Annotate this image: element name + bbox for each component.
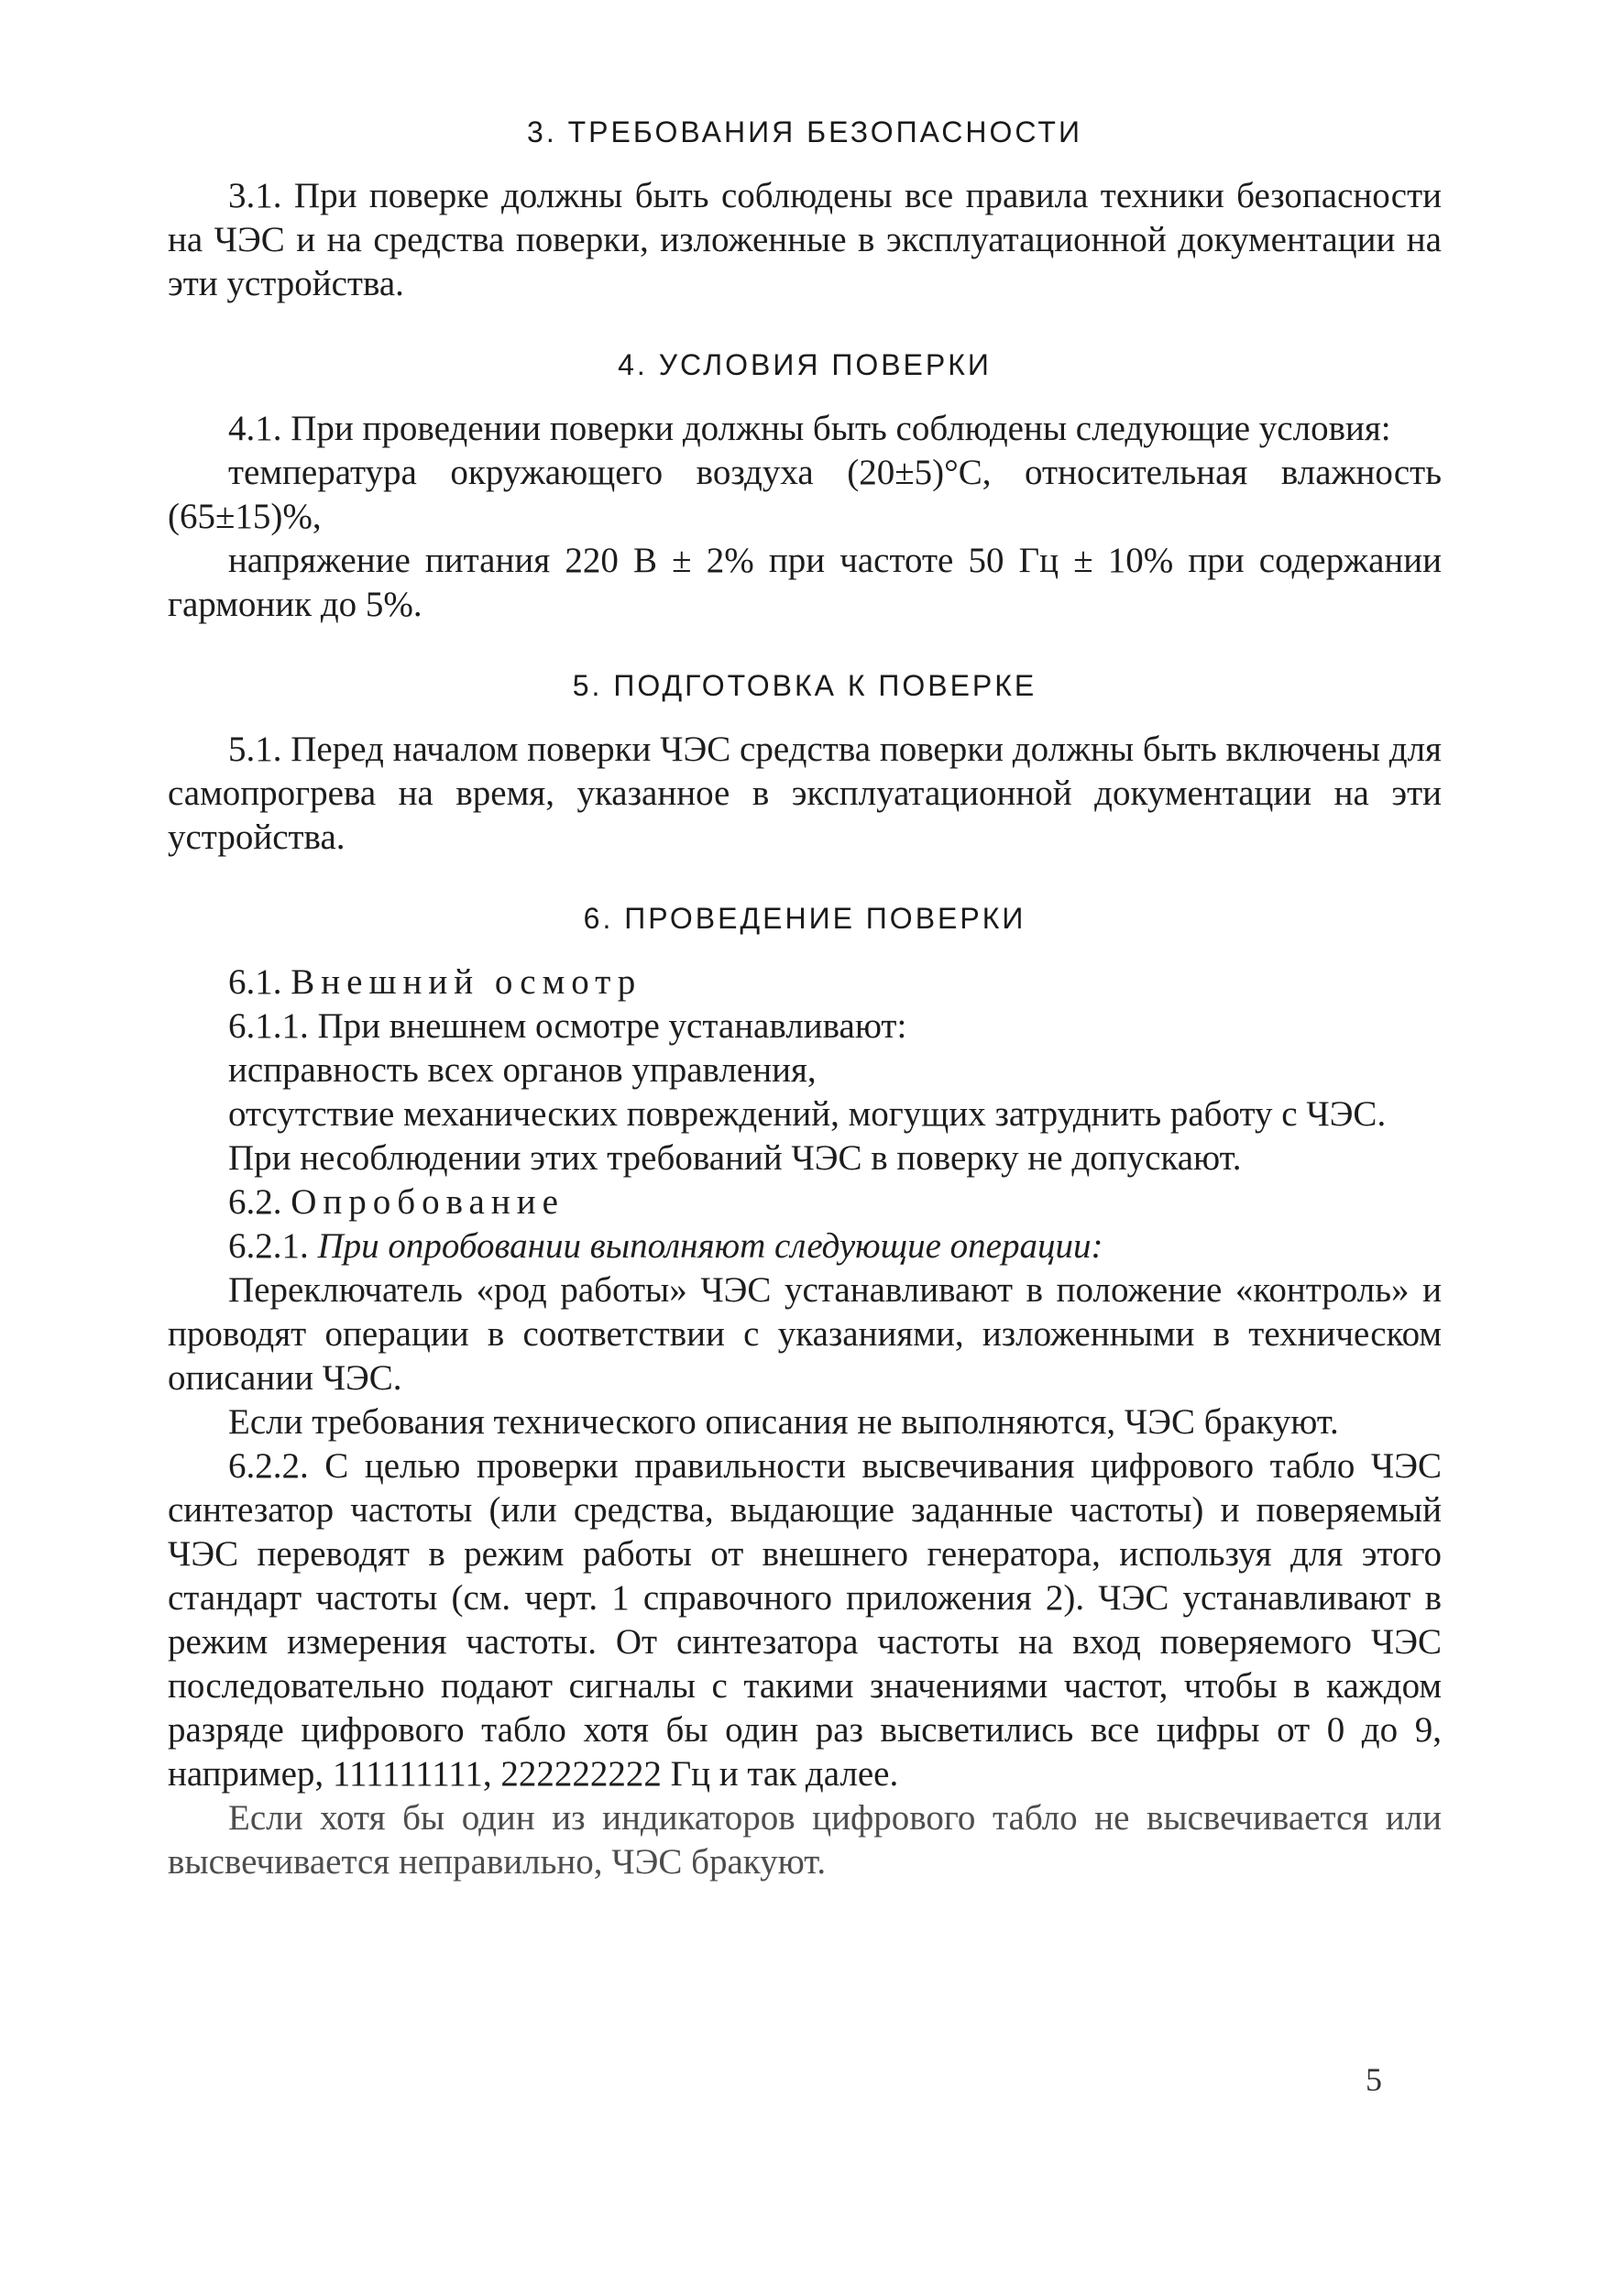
paragraph-6-2-1-reject: Если требования технического описания не выполняются, ЧЭС бракуют. — [228, 1402, 1339, 1442]
paragraph-4-1-temperature: температура окружающего воздуха (20±5)°С, относительная влажность (65±15)%, — [168, 453, 1442, 536]
paragraph-6-1-1: 6.1.1. При внешнем осмотре устанавливают: — [228, 1006, 907, 1046]
paragraph-6-1-1-rejection: При несоблюдении этих требований ЧЭС в поверку не допускают. — [228, 1138, 1242, 1178]
paragraph-6-2-1 — [168, 1224, 1442, 1268]
paragraph-6-2-1-text: При опробовании выполняют следующие операции: — [317, 1226, 1103, 1266]
paragraph-6-1 — [168, 960, 1442, 1004]
paragraph-6-1-number: 6.1. — [228, 962, 291, 1002]
paragraph-6-1-1-controls: исправность всех органов управления, — [228, 1050, 817, 1090]
paragraph-4-1-voltage: напряжение питания 220 В ± 2% при частоте 50 Гц ± 10% при содержании гармоник до 5%. — [168, 541, 1442, 624]
paragraph-6-2-1-switch: Переключатель «род работы» ЧЭС устанавливают в положение «контроль» и проводят операции в соответствии с указаниями, изложенными в техническом описании ЧЭС. — [168, 1270, 1442, 1398]
paragraph-5-1: 5.1. Перед началом поверки ЧЭС средства поверки должны быть включены для самопрогрева на время, указанное в эксплуатационной документации на эти устройства. — [168, 730, 1442, 857]
page-number: 5 — [1366, 2061, 1382, 2098]
section-3-heading: 3. ТРЕБОВАНИЯ БЕЗОПАСНОСТИ — [527, 115, 1082, 148]
paragraph-6-2-2-reject: Если хотя бы один из индикаторов цифрового табло не высвечивается или высвечивается неправильно, ЧЭС бракуют. — [168, 1798, 1442, 1882]
paragraph-6-2-title: Опробование — [291, 1182, 565, 1222]
section-6-heading: 6. ПРОВЕДЕНИЕ ПОВЕРКИ — [583, 902, 1026, 935]
section-4-heading: 4. УСЛОВИЯ ПОВЕРКИ — [618, 348, 992, 381]
paragraph-6-2-2: 6.2.2. С целью проверки правильности высвечивания цифрового табло ЧЭС синтезатор частоты (или средства, выдающие заданные частоты) и поверяемый ЧЭС переводят в режим работы от внешнего генератора, используя для этого стандарт частоты (см. черт. 1 справочного приложения 2). ЧЭС устанавливают в режим измерения частоты. От синтезатора частоты на вход поверяемого ЧЭС последовательно подают сигналы с такими значениями частот, чтобы в каждом разряде цифрового табло хотя бы один раз высветились все цифры от 0 до 9, например, 111111111, 222222222 Гц и так далее. — [168, 1446, 1442, 1794]
paragraph-3-1: 3.1. При поверке должны быть соблюдены все правила техники безопасности на ЧЭС и на средства поверки, изложенные в эксплуатационной документации на эти устройства. — [168, 176, 1442, 303]
paragraph-6-1-title: Внешний осмотр — [291, 962, 642, 1002]
paragraph-4-1: 4.1. При проведении поверки должны быть соблюдены следующие условия: — [228, 409, 1391, 448]
section-5-heading: 5. ПОДГОТОВКА К ПОВЕРКЕ — [572, 669, 1037, 702]
paragraph-6-1-1-damage: отсутствие механических повреждений, могущих затруднить работу с ЧЭС. — [228, 1094, 1387, 1134]
paragraph-6-2 — [168, 1180, 1442, 1224]
paragraph-6-2-number: 6.2. — [228, 1182, 291, 1222]
paragraph-6-2-1-number: 6.2.1. — [228, 1226, 318, 1266]
page-content — [168, 110, 1442, 1884]
